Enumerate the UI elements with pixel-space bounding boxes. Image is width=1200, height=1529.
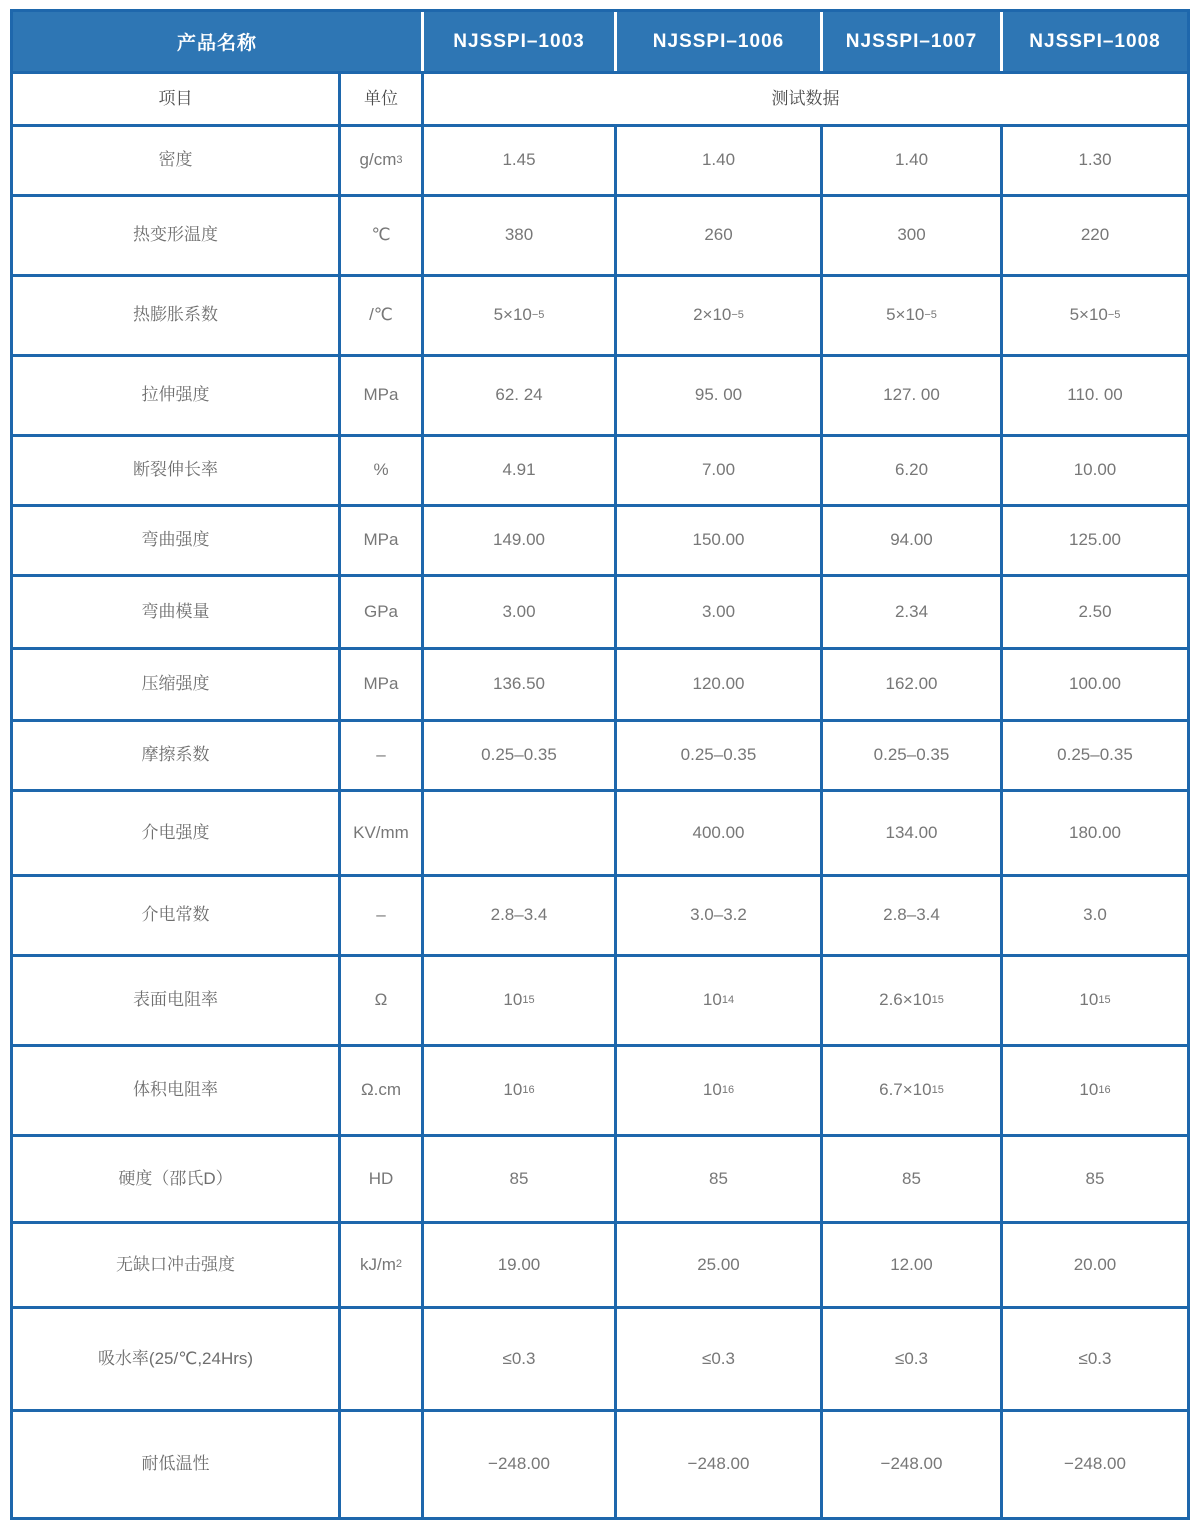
row-label: 压缩强度 — [13, 650, 338, 719]
value-cell: 94.00 — [823, 507, 1000, 574]
row-label: 无缺口冲击强度 — [13, 1224, 338, 1306]
subheader-unit: 单位 — [341, 74, 421, 124]
row-label: 断裂伸长率 — [13, 437, 338, 504]
value-cell: 1.45 — [424, 127, 614, 194]
row-unit: MPa — [341, 357, 421, 434]
value-cell: 0.25–0.35 — [424, 722, 614, 789]
value-cell: 10 $^{16}$ — [424, 1047, 614, 1134]
value-cell: 7.00 — [617, 437, 820, 504]
table-body — [13, 71, 1187, 1517]
value-cell: ≤0.3 — [1003, 1309, 1187, 1409]
row-label: 介电常数 — [13, 877, 338, 954]
value-cell: 3.0–3.2 — [617, 877, 820, 954]
header-product-column: NJSSPI–1006 — [617, 12, 820, 71]
row-unit: MPa — [341, 507, 421, 574]
value-cell: 3.00 — [617, 577, 820, 647]
value-cell: 5×10 $^{-5}$ — [823, 277, 1000, 354]
value-cell: 2.6×10 $^{15}$ — [823, 957, 1000, 1044]
value-cell: 127. 00 — [823, 357, 1000, 434]
value-cell: 110. 00 — [1003, 357, 1187, 434]
header-product-column: NJSSPI–1008 — [1003, 12, 1187, 71]
value-cell: 12.00 — [823, 1224, 1000, 1306]
row-unit: /℃ — [341, 277, 421, 354]
row-unit: KV/mm — [341, 792, 421, 874]
value-cell: 2.8–3.4 — [823, 877, 1000, 954]
value-cell: ≤0.3 — [617, 1309, 820, 1409]
value-cell: 1.40 — [823, 127, 1000, 194]
value-cell: 10 $^{16}$ — [1003, 1047, 1187, 1134]
value-cell: 1.40 — [617, 127, 820, 194]
subheader-test-data: 测试数据 — [424, 74, 1187, 124]
value-cell: 2.8–3.4 — [424, 877, 614, 954]
value-cell: 220 — [1003, 197, 1187, 274]
value-cell: 120.00 — [617, 650, 820, 719]
value-cell: 0.25–0.35 — [617, 722, 820, 789]
value-cell: 0.25–0.35 — [823, 722, 1000, 789]
row-unit: MPa — [341, 650, 421, 719]
value-cell: 136.50 — [424, 650, 614, 719]
table-header-row — [13, 12, 1187, 71]
row-unit: HD — [341, 1137, 421, 1221]
value-cell: 380 — [424, 197, 614, 274]
value-cell: 300 — [823, 197, 1000, 274]
value-cell: 150.00 — [617, 507, 820, 574]
value-cell: 10 $^{14}$ — [617, 957, 820, 1044]
value-cell: 85 — [617, 1137, 820, 1221]
value-cell: 100.00 — [1003, 650, 1187, 719]
row-label: 体积电阻率 — [13, 1047, 338, 1134]
row-unit: GPa — [341, 577, 421, 647]
value-cell: 2.50 — [1003, 577, 1187, 647]
row-label: 表面电阻率 — [13, 957, 338, 1044]
row-unit: g/cm $^3$ — [341, 127, 421, 194]
value-cell: 20.00 — [1003, 1224, 1187, 1306]
value-cell: 62. 24 — [424, 357, 614, 434]
value-cell: 19.00 — [424, 1224, 614, 1306]
value-cell: 3.00 — [424, 577, 614, 647]
row-unit: Ω — [341, 957, 421, 1044]
value-cell: −248.00 — [617, 1412, 820, 1517]
value-cell: ≤0.3 — [823, 1309, 1000, 1409]
subheader-item: 项目 — [13, 74, 338, 124]
row-unit: – — [341, 722, 421, 789]
value-cell: 260 — [617, 197, 820, 274]
value-cell: 0.25–0.35 — [1003, 722, 1187, 789]
value-cell — [424, 792, 614, 874]
row-unit: – — [341, 877, 421, 954]
value-cell: 5×10 $^{-5}$ — [1003, 277, 1187, 354]
value-cell: 5×10 $^{-5}$ — [424, 277, 614, 354]
row-label: 弯曲模量 — [13, 577, 338, 647]
row-unit: kJ/m $^2$ — [341, 1224, 421, 1306]
value-cell: ≤0.3 — [424, 1309, 614, 1409]
value-cell: 134.00 — [823, 792, 1000, 874]
row-label: 吸水率(25/℃,24Hrs) — [13, 1309, 338, 1409]
value-cell: 85 — [424, 1137, 614, 1221]
value-cell: 1.30 — [1003, 127, 1187, 194]
value-cell: 10 $^{16}$ — [617, 1047, 820, 1134]
value-cell: 10 $^{15}$ — [1003, 957, 1187, 1044]
row-label: 热变形温度 — [13, 197, 338, 274]
value-cell: −248.00 — [823, 1412, 1000, 1517]
row-unit — [341, 1412, 421, 1517]
header-product-column: NJSSPI–1003 — [424, 12, 614, 71]
value-cell: 10 $^{15}$ — [424, 957, 614, 1044]
value-cell: 3.0 — [1003, 877, 1187, 954]
row-label: 硬度（邵氏D） — [13, 1137, 338, 1221]
value-cell: −248.00 — [1003, 1412, 1187, 1517]
row-unit — [341, 1309, 421, 1409]
value-cell: 10.00 — [1003, 437, 1187, 504]
value-cell: 25.00 — [617, 1224, 820, 1306]
row-unit: % — [341, 437, 421, 504]
row-label: 弯曲强度 — [13, 507, 338, 574]
value-cell: 125.00 — [1003, 507, 1187, 574]
row-unit: Ω.cm — [341, 1047, 421, 1134]
value-cell: 180.00 — [1003, 792, 1187, 874]
value-cell: 6.7×10 $^{15}$ — [823, 1047, 1000, 1134]
header-product-name: 产品名称 — [13, 12, 421, 71]
row-label: 密度 — [13, 127, 338, 194]
row-label: 拉伸强度 — [13, 357, 338, 434]
header-product-column: NJSSPI–1007 — [823, 12, 1000, 71]
value-cell: 2×10 $^{-5}$ — [617, 277, 820, 354]
value-cell: 4.91 — [424, 437, 614, 504]
row-unit: ℃ — [341, 197, 421, 274]
row-label: 介电强度 — [13, 792, 338, 874]
value-cell: 6.20 — [823, 437, 1000, 504]
row-label: 摩擦系数 — [13, 722, 338, 789]
value-cell: 2.34 — [823, 577, 1000, 647]
value-cell: 149.00 — [424, 507, 614, 574]
value-cell: 162.00 — [823, 650, 1000, 719]
value-cell: 400.00 — [617, 792, 820, 874]
value-cell: 85 — [1003, 1137, 1187, 1221]
product-spec-table — [10, 9, 1190, 1520]
row-label: 热膨胀系数 — [13, 277, 338, 354]
value-cell: −248.00 — [424, 1412, 614, 1517]
value-cell: 95. 00 — [617, 357, 820, 434]
row-label: 耐低温性 — [13, 1412, 338, 1517]
value-cell: 85 — [823, 1137, 1000, 1221]
